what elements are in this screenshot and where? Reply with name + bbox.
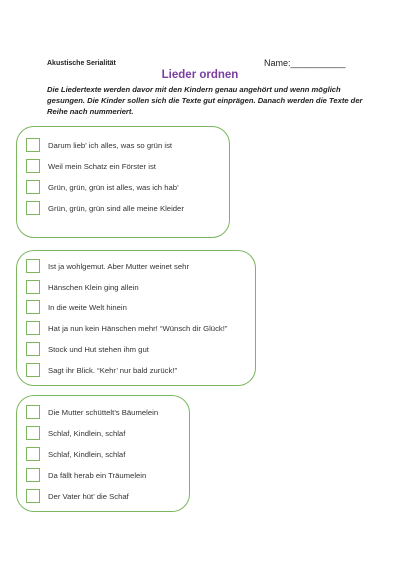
number-checkbox[interactable] <box>26 180 40 194</box>
song-line: Schlaf, Kindlein, schlaf <box>48 449 126 459</box>
list-item <box>26 467 146 483</box>
number-checkbox[interactable] <box>26 321 40 335</box>
number-checkbox[interactable] <box>26 363 40 377</box>
song-line: Der Vater hüt’ die Schaf <box>48 491 129 501</box>
number-checkbox[interactable] <box>26 280 40 294</box>
list-item <box>26 425 125 441</box>
song-line: Grün, grün, grün sind alle meine Kleider <box>48 203 184 213</box>
number-checkbox[interactable] <box>26 447 40 461</box>
instructions-text: Die Liedertexte werden davor mit den Kindern genau angehört und wenn möglich gesungen. Die Kinder sollen sich die Texte gut einprägen. Danach werden die Texte der Reihe nach nummeriert. <box>47 85 363 116</box>
list-item <box>26 258 189 274</box>
song-line: Stock und Hut stehen ihm gut <box>48 344 149 354</box>
song-line: Hänschen Klein ging allein <box>48 282 139 292</box>
number-checkbox[interactable] <box>26 489 40 503</box>
song-box-2 <box>16 250 256 386</box>
number-checkbox[interactable] <box>26 201 40 215</box>
name-field-label: Name:___________ <box>264 58 346 68</box>
list-item <box>26 320 227 336</box>
song-line: Hat ja nun kein Hänschen mehr! “Wünsch dir Glück!” <box>48 323 228 333</box>
list-item <box>26 158 156 174</box>
song-line: Die Mutter schüttelt’s Bäumelein <box>48 407 159 417</box>
song-line: Weil mein Schatz ein Förster ist <box>48 161 156 171</box>
song-line: Darum lieb’ ich alles, was so grün ist <box>48 140 173 150</box>
list-item <box>26 179 179 195</box>
list-item <box>26 137 172 153</box>
number-checkbox[interactable] <box>26 159 40 173</box>
number-checkbox[interactable] <box>26 342 40 356</box>
number-checkbox[interactable] <box>26 259 40 273</box>
page-title: Lieder ordnen <box>161 69 239 81</box>
number-checkbox[interactable] <box>26 138 40 152</box>
song-box-1 <box>16 126 230 238</box>
song-line: Grün, grün, grün ist alles, was ich hab’ <box>48 182 179 192</box>
number-checkbox[interactable] <box>26 468 40 482</box>
song-line: Ist ja wohlgemut. Aber Mutter weinet sehr <box>48 261 190 271</box>
list-item <box>26 279 139 295</box>
song-line: Schlaf, Kindlein, schlaf <box>48 428 126 438</box>
song-line: Da fällt herab ein Träumelein <box>48 470 147 480</box>
list-item <box>26 341 149 357</box>
list-item <box>26 299 127 315</box>
number-checkbox[interactable] <box>26 405 40 419</box>
list-item <box>26 200 184 216</box>
song-line: Sagt ihr Blick. “Kehr’ nur bald zurück!” <box>48 365 178 375</box>
list-item <box>26 362 177 378</box>
subject-label: Akustische Serialität <box>47 60 116 67</box>
list-item <box>26 446 125 462</box>
list-item <box>26 404 158 420</box>
number-checkbox[interactable] <box>26 426 40 440</box>
song-box-3 <box>16 395 190 512</box>
list-item <box>26 488 129 504</box>
number-checkbox[interactable] <box>26 300 40 314</box>
song-line: In die weite Welt hinein <box>48 302 127 312</box>
